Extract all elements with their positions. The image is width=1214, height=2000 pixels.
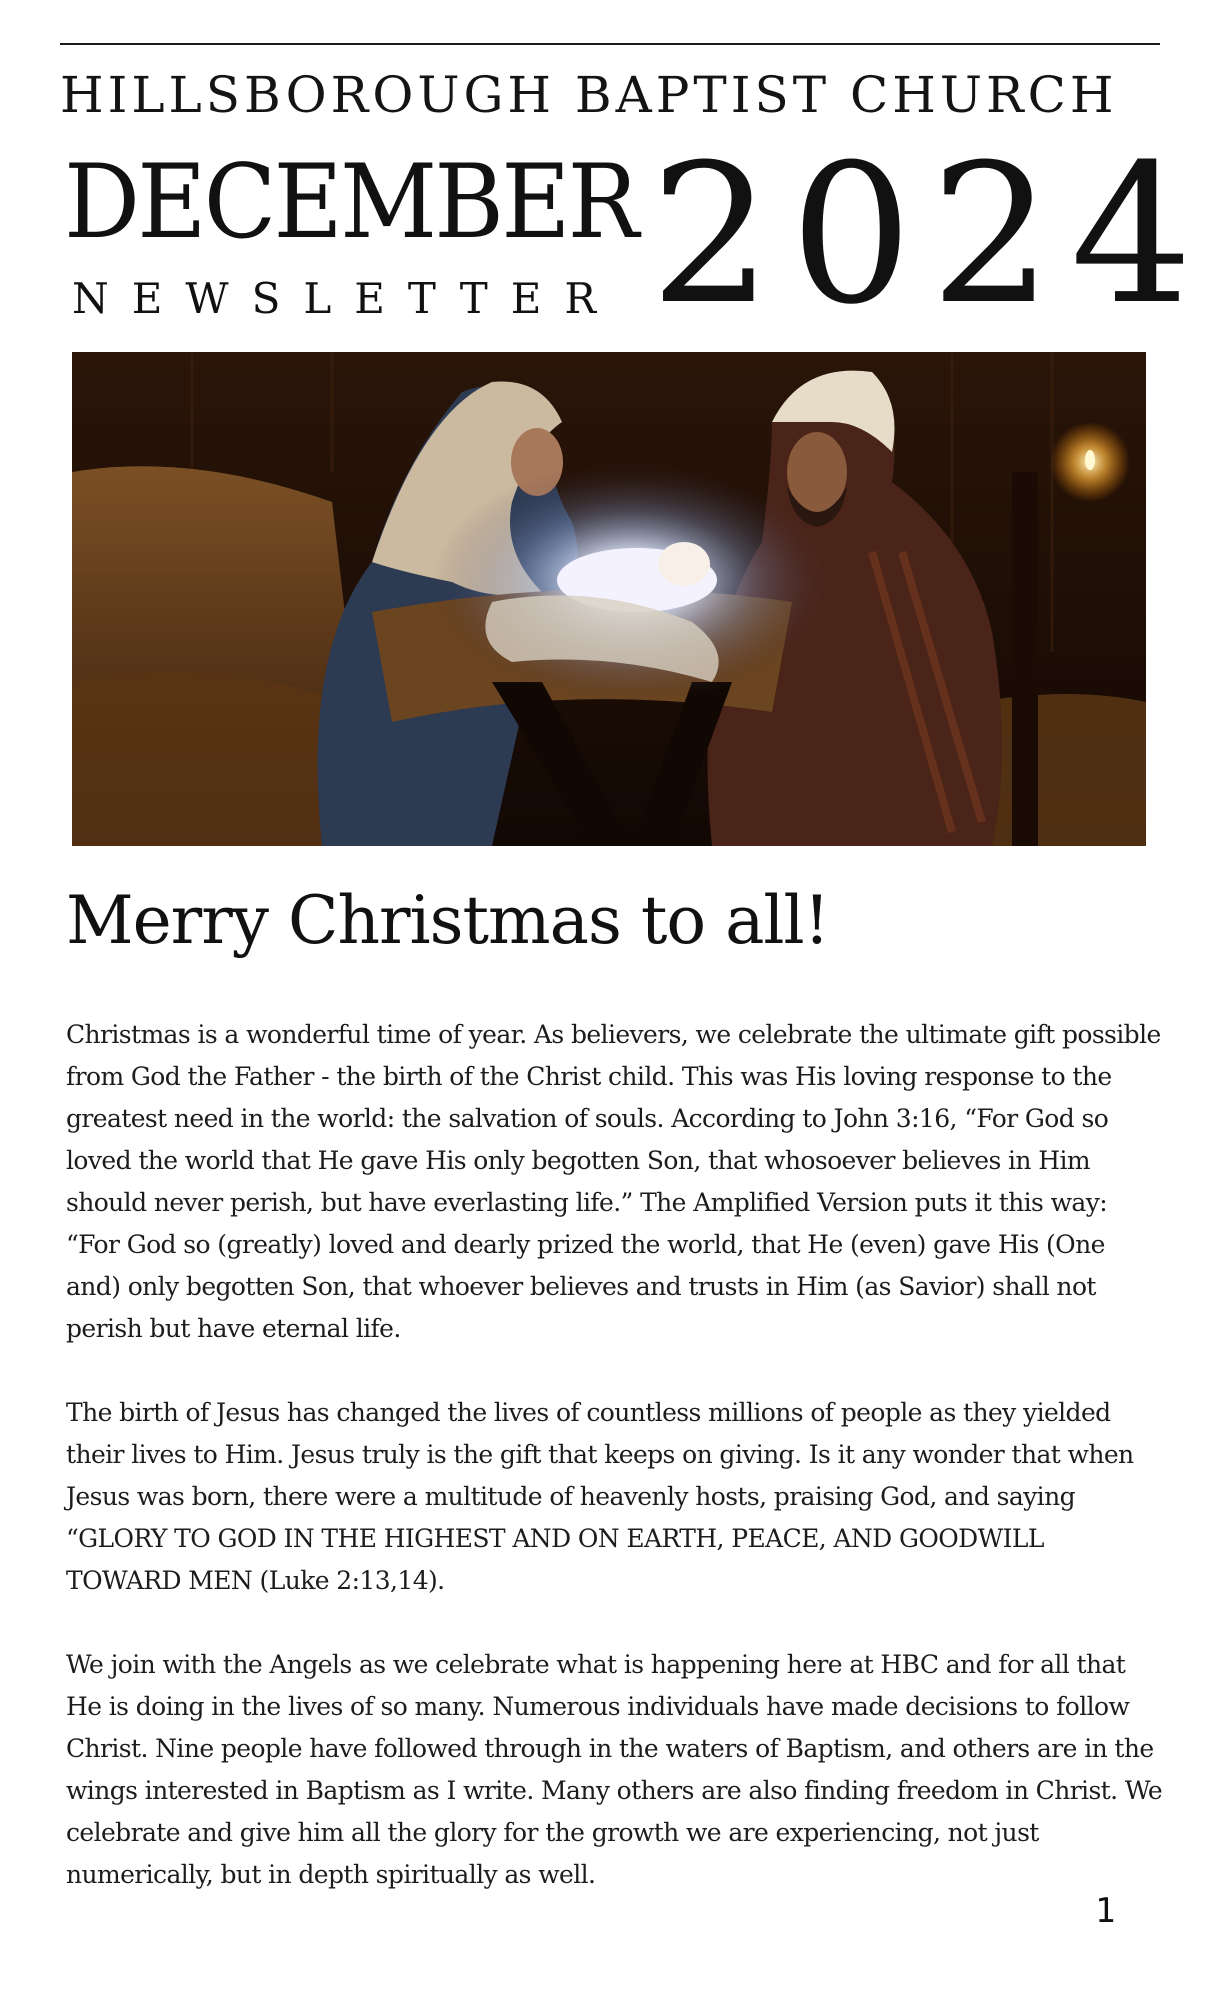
church-name: HILLSBOROUGH BAPTIST CHURCH: [60, 66, 1118, 124]
top-divider: [60, 43, 1160, 45]
newsletter-label: NEWSLETTER: [72, 274, 619, 323]
article-paragraph: The birth of Jesus has changed the lives of countless millions of people as they yielded their lives to Him. Jesus truly is the gift that keeps on giving. Is it any wonder that when Jesus was born, there were a multitude of heavenly hosts, praising God, and saying “GLORY TO GOD IN THE HIGHEST AND ON EARTH, PEACE, AND GOODWILL TOWARD MEN (Luke 2:13,14).: [66, 1398, 1134, 1595]
nativity-image: [72, 352, 1146, 846]
article-body: [66, 1014, 1166, 1938]
article-paragraph: We join with the Angels as we celebrate what is happening here at HBC and for all that He is doing in the lives of so many. Numerous individuals have made decisions to follow Christ. Nine people have followed through in the waters of Baptism, and others are in the wings interested in Baptism as I write. Many others are also finding freedom in Christ. We celebrate and give him all the glory for the growth we are experiencing, not just numerically, but in depth spiritually as well.: [66, 1650, 1163, 1889]
article-paragraph: Christmas is a wonderful time of year. As believers, we celebrate the ultimate gift possible from God the Father - the birth of the Christ child. This was His loving response to the greatest need in the world: the salvation of souls. According to John 3:16, “For God so loved the world that He gave His only begotten Son, that whosoever believes in Him should never perish, but have everlasting life.” The Amplified Version puts it this way: “For God so (greatly) loved and dearly prized the world, that He (even) gave His (One and) only begotten Son, that whoever believes and trusts in Him (as Savior) shall not perish but have eternal life.: [66, 1020, 1161, 1343]
page-number: 1: [1095, 1891, 1116, 1931]
newsletter-month: DECEMBER: [64, 143, 637, 262]
article-headline: Merry Christmas to all!: [66, 882, 830, 959]
newsletter-year: 2024: [650, 124, 1211, 347]
